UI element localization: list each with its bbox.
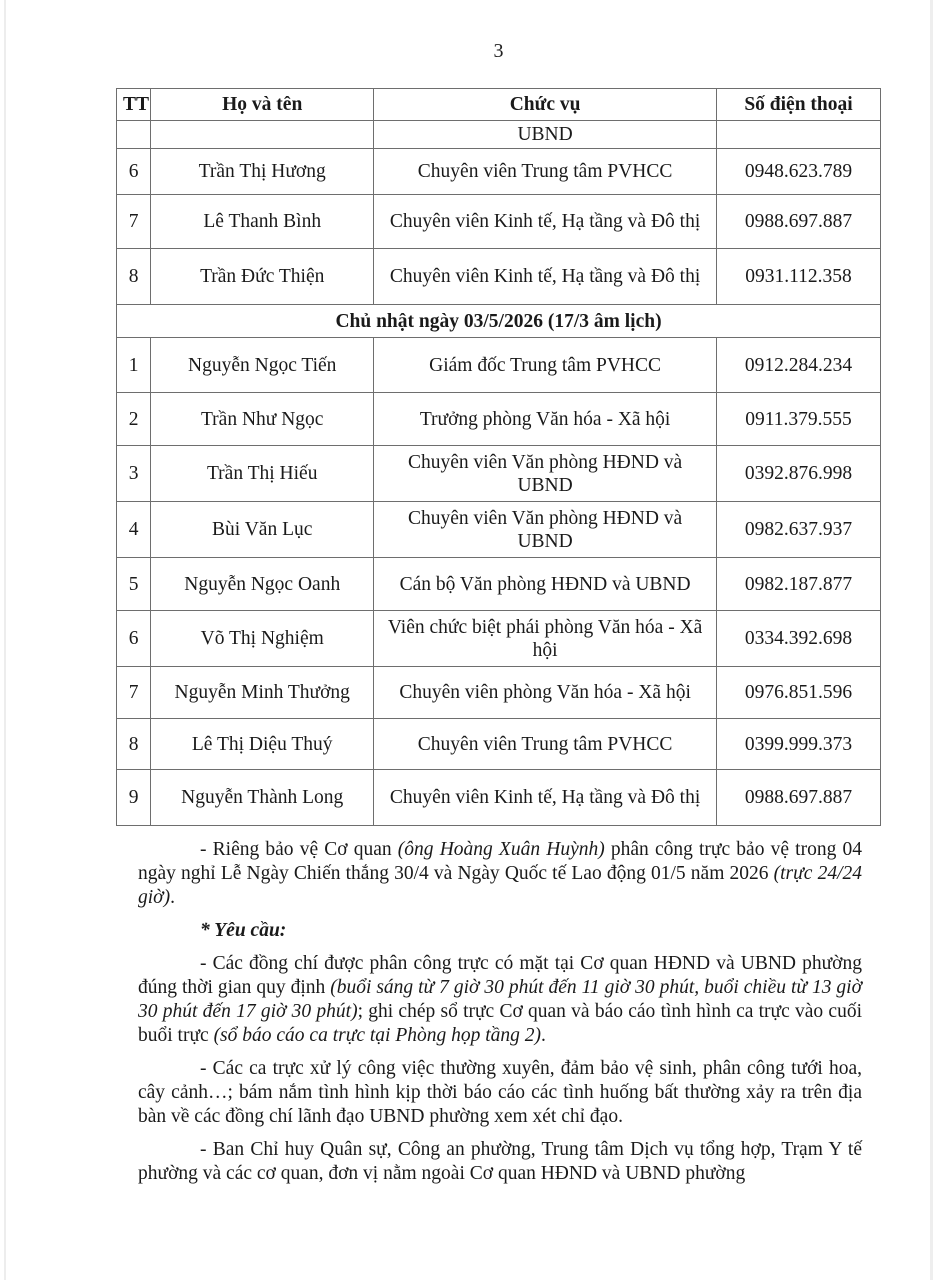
page-number: 3 xyxy=(493,40,504,62)
header-role: Chức vụ xyxy=(374,89,717,121)
text-run: . xyxy=(541,1025,546,1046)
cell-phone: 0948.623.789 xyxy=(717,149,881,195)
text-run-italic: (trực 24/24 giờ) xyxy=(138,863,862,908)
table-header-row xyxy=(117,89,881,121)
text-run-italic: (sổ báo cáo ca trực tại Phòng họp tầng 2) xyxy=(213,1025,542,1046)
cell-tt: 2 xyxy=(117,393,151,446)
cell-tt: 1 xyxy=(117,338,151,393)
cell-tt: 8 xyxy=(117,719,151,770)
cell-phone: 0982.187.877 xyxy=(717,558,881,611)
table-row xyxy=(117,393,881,446)
cell-name: Lê Thị Diệu Thuý xyxy=(151,719,374,770)
page-right-edge xyxy=(930,0,933,1280)
cell-tt: 6 xyxy=(117,611,151,667)
cell-tt: 6 xyxy=(117,149,151,195)
text-run: phân công trực bảo vệ trong 04 ngày nghỉ Lễ Ngày Chiến thắng 30/4 và Ngày Quốc tế Lao động 01/5 năm 2026 xyxy=(138,839,862,884)
cell-phone: 0399.999.373 xyxy=(717,719,881,770)
cell-tt: 5 xyxy=(117,558,151,611)
cell-tt xyxy=(117,121,151,149)
paragraph-requirement-2: - Các ca trực xử lý công việc thường xuyên, đảm bảo vệ sinh, phân công tưới hoa, cây cảnh…; bám nắm tình hình kịp thời báo cáo các tình huống bất thường xảy ra trên địa bàn về các đồng chí lãnh đạo UBND phường xem xét chỉ đạo. xyxy=(138,1058,862,1127)
body-text xyxy=(138,838,862,1195)
paragraph-requirement-3: - Ban Chỉ huy Quân sự, Công an phường, Trung tâm Dịch vụ tổng hợp, Trạm Y tế phường và các cơ quan, đơn vị nằm ngoài Cơ quan HĐND và UBND phường xyxy=(138,1139,862,1184)
cell-name: Lê Thanh Bình xyxy=(151,195,374,249)
cell-role: Viên chức biệt phái phòng Văn hóa - Xã hội xyxy=(374,611,717,667)
duty-roster-table xyxy=(116,88,881,826)
header-phone: Số điện thoại xyxy=(717,89,881,121)
cell-tt: 8 xyxy=(117,249,151,305)
cell-tt: 7 xyxy=(117,195,151,249)
text-run: ; ghi chép sổ trực Cơ quan và báo cáo tình hình ca trực vào cuối buổi trực xyxy=(138,1001,863,1046)
cell-phone: 0988.697.887 xyxy=(717,195,881,249)
header-tt: TT xyxy=(117,89,151,121)
cell-phone: 0911.379.555 xyxy=(717,393,881,446)
cell-tt: 3 xyxy=(117,446,151,502)
table-row xyxy=(117,338,881,393)
table-row xyxy=(117,195,881,249)
page-left-edge xyxy=(4,0,6,1280)
cell-role: Chuyên viên Văn phòng HĐND và UBND xyxy=(374,502,717,558)
cell-name: Trần Thị Hiếu xyxy=(151,446,374,502)
table-row xyxy=(117,611,881,667)
cell-phone: 0988.697.887 xyxy=(717,770,881,826)
header-name: Họ và tên xyxy=(151,89,374,121)
cell-role: Chuyên viên Kinh tế, Hạ tầng và Đô thị xyxy=(374,249,717,305)
section-row-sunday xyxy=(117,305,881,338)
text-run: - Riêng bảo vệ Cơ quan xyxy=(200,839,398,860)
table-row xyxy=(117,502,881,558)
cell-role: Cán bộ Văn phòng HĐND và UBND xyxy=(374,558,717,611)
cell-name: Nguyễn Thành Long xyxy=(151,770,374,826)
cell-name: Trần Đức Thiện xyxy=(151,249,374,305)
cell-name: Trần Như Ngọc xyxy=(151,393,374,446)
cell-role: Chuyên viên Văn phòng HĐND và UBND xyxy=(374,446,717,502)
cell-phone: 0982.637.937 xyxy=(717,502,881,558)
table-row xyxy=(117,249,881,305)
cell-role: Giám đốc Trung tâm PVHCC xyxy=(374,338,717,393)
cell-name xyxy=(151,121,374,149)
table-row xyxy=(117,667,881,719)
cell-role: Chuyên viên Trung tâm PVHCC xyxy=(374,149,717,195)
text-run: . xyxy=(170,887,175,908)
cell-phone xyxy=(717,121,881,149)
cell-name: Võ Thị Nghiệm xyxy=(151,611,374,667)
cell-role: Trưởng phòng Văn hóa - Xã hội xyxy=(374,393,717,446)
cell-tt: 7 xyxy=(117,667,151,719)
cell-phone: 0334.392.698 xyxy=(717,611,881,667)
cell-name: Trần Thị Hương xyxy=(151,149,374,195)
cell-role: Chuyên viên phòng Văn hóa - Xã hội xyxy=(374,667,717,719)
table-row-continued xyxy=(117,121,881,149)
cell-tt: 4 xyxy=(117,502,151,558)
text-run: - Các đồng chí được phân công trực có mặt tại Cơ quan HĐND và UBND phường đúng thời gian quy định xyxy=(138,953,862,998)
cell-name: Bùi Văn Lục xyxy=(151,502,374,558)
section-title: Chủ nhật ngày 03/5/2026 (17/3 âm lịch) xyxy=(117,305,881,338)
text-run-italic: (ông Hoàng Xuân Huỳnh) xyxy=(397,839,605,860)
paragraph-guard-duty xyxy=(138,838,862,910)
cell-role: Chuyên viên Kinh tế, Hạ tầng và Đô thị xyxy=(374,195,717,249)
cell-role: UBND xyxy=(374,121,717,149)
table-row xyxy=(117,719,881,770)
cell-name: Nguyễn Ngọc Tiến xyxy=(151,338,374,393)
cell-phone: 0931.112.358 xyxy=(717,249,881,305)
table-row xyxy=(117,446,881,502)
table-row xyxy=(117,558,881,611)
cell-name: Nguyễn Ngọc Oanh xyxy=(151,558,374,611)
cell-phone: 0912.284.234 xyxy=(717,338,881,393)
table-row xyxy=(117,770,881,826)
cell-phone: 0392.876.998 xyxy=(717,446,881,502)
paragraph-requirement-1 xyxy=(138,952,862,1048)
table-row xyxy=(117,149,881,195)
cell-phone: 0976.851.596 xyxy=(717,667,881,719)
cell-role: Chuyên viên Trung tâm PVHCC xyxy=(374,719,717,770)
cell-role: Chuyên viên Kinh tế, Hạ tầng và Đô thị xyxy=(374,770,717,826)
requirements-heading: * Yêu cầu: xyxy=(200,920,287,941)
cell-name: Nguyễn Minh Thưởng xyxy=(151,667,374,719)
cell-tt: 9 xyxy=(117,770,151,826)
text-run-italic: (buổi sáng từ 7 giờ 30 phút đến 11 giờ 30 phút, buổi chiều từ 13 giờ 30 phút đến 17 giờ 30 phút) xyxy=(138,977,862,1022)
